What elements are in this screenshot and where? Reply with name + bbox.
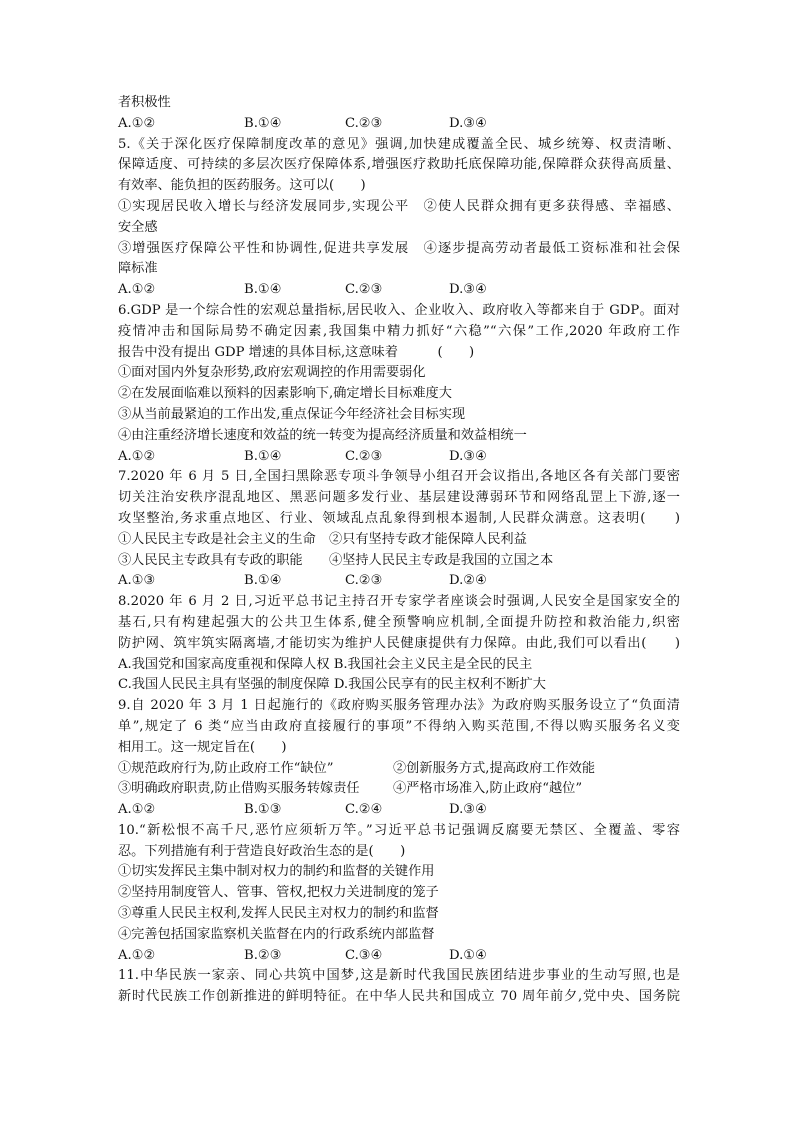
q4-option-b: B.①④ — [244, 115, 282, 131]
q9-stem-line: 9.自 2020 年 3 月 1 日起施行的《政府购买服务管理办法》为政府购买服务设立了“负面清 — [118, 698, 680, 714]
q7-option-c: C.②③ — [345, 573, 383, 589]
q9-stem-line: 相用工。这一规定旨在( ) — [118, 739, 287, 755]
q10-options — [118, 946, 680, 967]
q5-option-b: B.①④ — [244, 282, 282, 298]
exam-page — [118, 93, 680, 1008]
q8-stem-line: 防护网、筑牢筑实隔离墙,才能切实为维护人民健康提供有力保障。由此,我们可以看出( ) — [118, 635, 680, 651]
q7-stem-line: 攻坚整治,务求重点地区、行业、领域乱点乱象得到根本遏制,人民群众满意。这表明( ) — [118, 510, 680, 526]
q9-item: ①规范政府行为,防止政府工作“缺位” — [118, 760, 334, 776]
q5-options — [118, 280, 680, 301]
q9-options — [118, 800, 680, 821]
q6-option-c: C.②③ — [345, 448, 383, 464]
q8-option-row: C.我国人民民主具有坚强的制度保障 D.我国公民享有的民主权利不断扩大 — [118, 677, 546, 693]
q6-stem-line: 报告中没有提出 GDP 增速的具体目标,这意味着 ( ) — [118, 344, 475, 360]
q4-option-a: A.①② — [118, 115, 156, 131]
q5-item: ③增强医疗保障公平性和协调性,促进共享发展 ④逐步提高劳动者最低工资标准和社会保 — [118, 240, 680, 256]
q9-item: ④严格市场准入,防止政府“越位” — [393, 781, 583, 797]
q9-item: ②创新服务方式,提高政府工作效能 — [393, 760, 596, 776]
q10-item: ②坚持用制度管人、管事、管权,把权力关进制度的笼子 — [118, 885, 439, 901]
q9-item-row — [118, 779, 680, 800]
q5-item: 障标准 — [118, 261, 158, 277]
q5-item: ①实现居民收入增长与经济发展同步,实现公平 ②使人民群众拥有更多获得感、幸福感、 — [118, 198, 680, 214]
q9-option-a: A.①② — [118, 802, 156, 818]
q7-option-b: B.①④ — [244, 573, 282, 589]
q10-item: ③尊重人民民主权利,发挥人民民主对权力的制约和监督 — [118, 906, 439, 922]
q6-options — [118, 447, 680, 468]
q10-option-b: B.②③ — [244, 947, 282, 963]
q6-stem-line: 6.GDP 是一个综合性的宏观总量指标,居民收入、企业收入、政府收入等都来自于 GDP。面对 — [118, 302, 680, 318]
q9-option-d: D.③④ — [449, 802, 487, 818]
q5-option-d: D.③④ — [449, 282, 487, 298]
q9-option-c: C.②④ — [345, 802, 383, 818]
q7-stem-line: 7.2020 年 6 月 5 日,全国扫黑除恶专项斗争领导小组召开会议指出,各地区各有关部门要密 — [118, 469, 680, 485]
q5-stem-line: 保障适度、可持续的多层次医疗保障体系,增强医疗救助托底保障功能,保障群众获得高质量、 — [118, 157, 680, 173]
q5-option-c: C.②③ — [345, 282, 383, 298]
q10-item: ①切实发挥民主集中制对权力的制约和监督的关键作用 — [118, 864, 435, 880]
q6-item: ③从当前最紧迫的工作出发,重点保证今年经济社会目标实现 — [118, 406, 466, 422]
q6-option-a: A.①② — [118, 448, 156, 464]
q6-item: ②在发展面临难以预料的因素影响下,确定增长目标难度大 — [118, 386, 452, 402]
q4-options — [118, 114, 680, 135]
q8-stem-line: 基石,只有构建起强大的公共卫生体系,健全预警响应机制,全面提升防控和救治能力,织密 — [118, 614, 680, 630]
q6-item: ④由注重经济增长速度和效益的统一转变为提高经济质量和效益相统一 — [118, 427, 527, 443]
q8-stem-line: 8.2020 年 6 月 2 日,习近平总书记主持召开专家学者座谈会时强调,人民安全是国家安全的 — [118, 594, 680, 610]
q5-option-a: A.①② — [118, 282, 156, 298]
q4-stem-tail: 者积极性 — [118, 95, 171, 110]
q10-option-d: D.①④ — [449, 947, 487, 963]
q10-option-c: C.③④ — [345, 947, 383, 963]
q10-stem-line: 10.“新松恨不高千尺,恶竹应须斩万竿。”习近平总书记强调反腐要无禁区、全覆盖、零容 — [118, 822, 680, 838]
q9-stem-line: 单”,规定了 6 类“应当由政府直接履行的事项”不得纳入购买范围,不得以购买服务名义变 — [118, 718, 680, 734]
q4-option-c: C.②③ — [345, 115, 383, 131]
q7-item: ③人民民主专政具有专政的职能 ④坚持人民民主专政是我国的立国之本 — [118, 552, 554, 568]
q7-option-a: A.①③ — [118, 573, 156, 589]
q5-item: 安全感 — [118, 219, 158, 235]
q9-item-row — [118, 759, 680, 780]
q7-stem-line: 切关注治安秩序混乱地区、黑恶问题多发行业、基层建设薄弱环节和网络乱罡上下游,逐一 — [118, 490, 680, 506]
q11-stem-line: 新时代民族工作创新推进的鲜明特征。在中华人民共和国成立 70 周年前夕,党中央、国务院 — [118, 989, 680, 1005]
q6-stem-line: 疫情冲击和国际局势不确定因素,我国集中精力抓好“六稳”“六保”工作,2020 年政府工作 — [118, 323, 680, 339]
q9-item: ③明确政府职责,防止借购买服务转嫁责任 — [118, 781, 360, 797]
q7-item: ①人民民主专政是社会主义的生命 ②只有坚持专政才能保障人民利益 — [118, 531, 527, 547]
q7-options — [118, 571, 680, 592]
q4-option-d: D.③④ — [449, 115, 487, 131]
q10-stem-line: 忍。下列措施有利于营造良好政治生态的是( ) — [118, 843, 406, 859]
q9-option-b: B.①③ — [244, 802, 282, 818]
q5-stem-line: 有效率、能负担的医药服务。这可以( ) — [118, 178, 366, 194]
q10-item: ④完善包括国家监察机关监督在内的行政系统内部监督 — [118, 926, 435, 942]
q10-option-a: A.①② — [118, 947, 156, 963]
q5-stem-line: 5.《关于深化医疗保障制度改革的意见》强调,加快建成覆盖全民、城乡统筹、权责清晰、 — [118, 136, 680, 152]
q7-option-d: D.②④ — [449, 573, 487, 589]
q8-option-row: A.我国党和国家高度重视和保障人权 B.我国社会主义民主是全民的民主 — [118, 656, 533, 672]
q6-option-d: D.③④ — [449, 448, 487, 464]
q6-item: ①面对国内外复杂形势,政府宏观调控的作用需要弱化 — [118, 365, 426, 381]
q11-stem-line: 11.中华民族一家亲、同心共筑中国梦,这是新时代我国民族团结进步事业的生动写照,也是 — [118, 968, 680, 984]
q6-option-b: B.①④ — [244, 448, 282, 464]
